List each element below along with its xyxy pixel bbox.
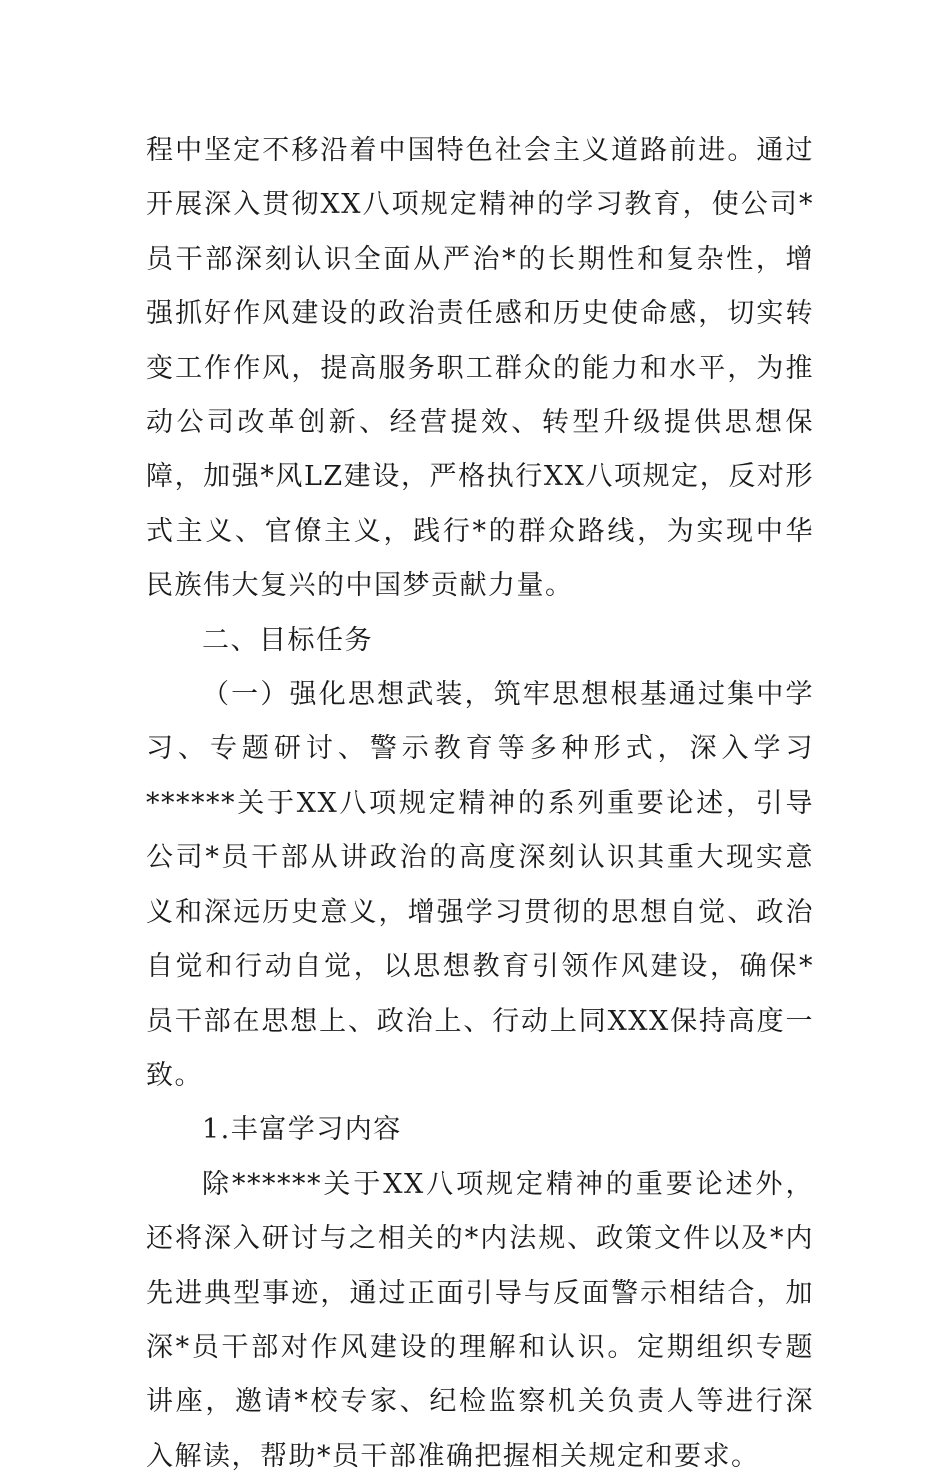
subheading-enrich-content: 1.丰富学习内容 <box>202 1114 402 1146</box>
paragraph-learning-content: 除******关于XX八项规定精神的重要论述外，还将深入研讨与之相关的*内法规、政策文件以及*内先进典型事迹，通过正面引导与反面警示相结合，加深*员干部对作风建设的理解和认识。定期组织专题讲座，邀请*校专家、纪检监察机关负责人等进行深入解读，帮助*员干部准确把握相关规定和要求。 <box>146 1168 814 1472</box>
section-heading-goals: 二、目标任务 <box>202 624 373 656</box>
paragraph-strengthen-thought: （一）强化思想武装，筑牢思想根基通过集中学习、专题研讨、警示教育等多种形式，深入学习******关于XX八项规定精神的系列重要论述，引导公司*员干部从讲政治的高度深刻认识其重大现实意义和深远历史意义，增强学习贯彻的思想自觉、政治自觉和行动自觉，以思想教育引领作风建设，确保*员干部在思想上、政治上、行动上同XXX保持高度一致。 <box>146 679 814 1091</box>
paragraph-continuation: 程中坚定不移沿着中国特色社会主义道路前进。通过开展深入贯彻XX八项规定精神的学习教育，使公司*员干部深刻认识全面从严治*的长期性和复杂性，增强抓好作风建设的政治责任感和历史使命感，切实转变工作作风，提高服务职工群众的能力和水平，为推动公司改革创新、经营提效、转型升级提供思想保障，加强*风LZ建设，严格执行XX八项规定，反对形式主义、官僚主义，践行*的群众路线，为实现中华民族伟大复兴的中国梦贡献力量。 <box>146 135 814 602</box>
document-body <box>146 124 814 1484</box>
